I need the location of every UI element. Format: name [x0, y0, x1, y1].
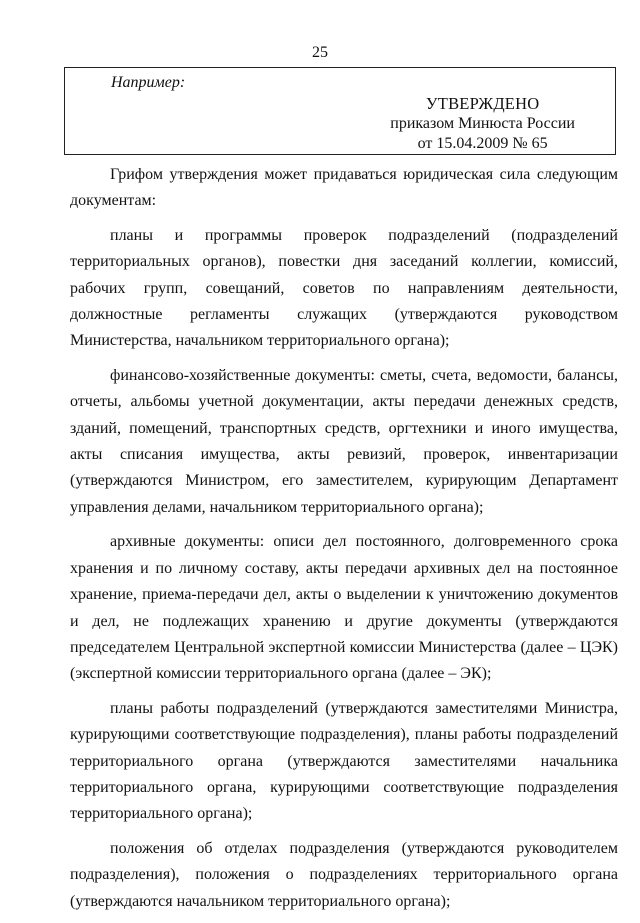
paragraph-work-plans: планы работы подразделений (утверждаются заместителями Министра, курирующими соответствующие подразделения), планы работы подразделений территориального органа (утверждаются заместителями начальника территориального органа, курирующими соответствующие подразделения территориального органа); — [70, 699, 618, 823]
example-label: Например: — [111, 74, 186, 91]
stamp-line-order: приказом Минюста России — [390, 115, 575, 132]
paragraph-plans: планы и программы проверок подразделений (подразделений территориальных органов), повестки дня заседаний коллегии, комиссий, рабочих групп, совещаний, советов по направлениям деятельности, должностные регламенты служащих (утверждаются руководством Министерства, начальником территориального органа); — [70, 226, 618, 350]
stamp-line-date: от 15.04.2009 № 65 — [417, 135, 548, 152]
body-text — [70, 162, 618, 923]
paragraph-archive: архивные документы: описи дел постоянного, долговременного срока хранения и по личному составу, акты передачи архивных дел на постоянное хранение, приема-передачи дел, акты о выделении к уничтожению документов и дел, не подлежащих хранению и другие документы (утверждаются председателем Центральной экспертной комиссии Министерства (далее – ЦЭК) (экспертной комиссии территориального органа (далее – ЭК); — [70, 533, 618, 683]
approval-stamp — [390, 94, 575, 154]
stamp-title: УТВЕРЖДЕНО — [425, 94, 540, 113]
example-box — [64, 67, 616, 155]
paragraph-financial: финансово-хозяйственные документы: сметы, счета, ведомости, балансы, отчеты, альбомы учетной документации, акты передачи денежных средств, зданий, помещений, транспортных средств, оргтехники и иного имущества, акты списания имущества, акты ревизий, проверок, инвентаризации (утверждаются Министром, его заместителем, курирующим Департамент управления делами, начальником территориального органа); — [70, 366, 618, 516]
paragraph-intro: Грифом утверждения может придаваться юридическая сила следующим документам: — [70, 166, 618, 210]
paragraph-regulations: положения об отделах подразделения (утверждаются руководителем подразделения), положения о подразделениях территориального органа (утверждаются начальником территориального органа); — [70, 839, 618, 910]
page-number: 25 — [312, 44, 328, 61]
